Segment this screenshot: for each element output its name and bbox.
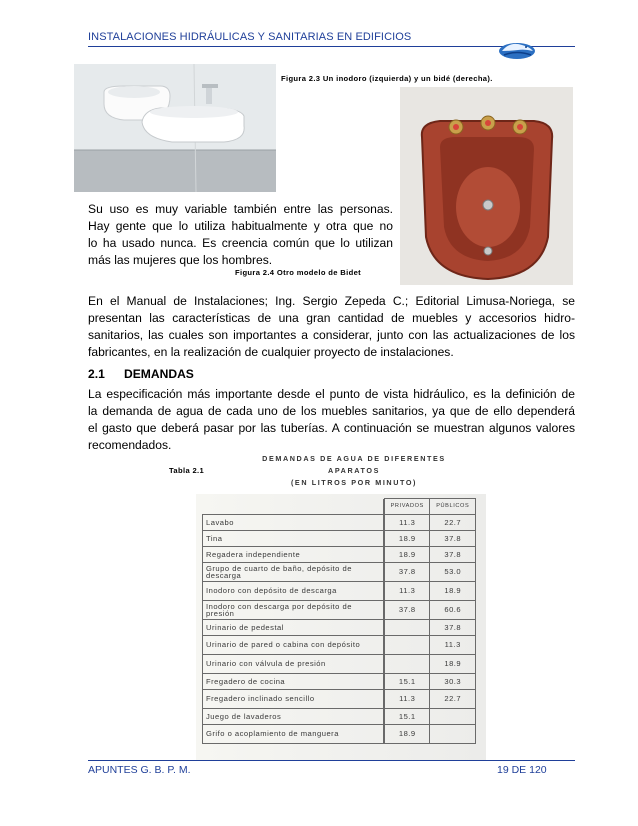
table-row: [203, 674, 476, 690]
publicos-value-cell: 22.7: [430, 690, 476, 709]
text-line: la demanda de agua de cada uno de los muebles sanitarios, ya que de ello dependerá: [88, 404, 575, 418]
privados-value-cell: [384, 636, 430, 655]
privados-value-cell: 18.9: [384, 531, 430, 547]
privados-value-cell: 11.3: [384, 582, 430, 601]
red-bidet-photo: [400, 87, 573, 285]
table-header-empty: [203, 499, 384, 515]
publicos-value-cell: [430, 725, 476, 744]
privados-value-cell: 37.8: [384, 601, 430, 620]
privados-value-cell: 37.8: [384, 563, 430, 582]
fixture-name-cell: Urinario con válvula de presión: [203, 655, 384, 674]
text-line: sanitarios, las cuales son importantes a considerar, junto con las actualizaciones de los: [88, 328, 575, 342]
manual-reference-paragraph: [88, 293, 575, 361]
footer-author: APUNTES G. B. P. M.: [88, 764, 191, 776]
header-privados: PRIVADOS: [384, 499, 430, 515]
water-demand-table: [202, 498, 476, 744]
publicos-value-cell: 37.8: [430, 531, 476, 547]
table-header-row: [203, 499, 476, 515]
text-line: En el Manual de Instalaciones; Ing. Sergio Zepeda C.; Editorial Limusa-Noriega, se: [88, 294, 575, 308]
fixture-name-cell: Tina: [203, 531, 384, 547]
text-line: Su uso es muy variable también entre las personas.: [88, 202, 393, 216]
text-line: lo ha usado nunca. Es creencia común que lo utilizan: [88, 236, 393, 250]
fixture-name-cell: Inodoro con descarga por depósito de presión: [203, 601, 384, 620]
text-line: recomendados.: [88, 438, 172, 452]
figure-2-3-caption: Figura 2.3 Un inodoro (izquierda) y un bidé (derecha).: [281, 74, 493, 83]
publicos-value-cell: 37.8: [430, 547, 476, 563]
header-publicos: PÚBLICOS: [430, 499, 476, 515]
table-row: [203, 547, 476, 563]
privados-value-cell: [384, 620, 430, 636]
section-number: 2.1: [88, 367, 105, 381]
text-line: La especificación más importante desde el punto de vista hidráulico, es la definición de: [88, 387, 575, 401]
page-header-title: INSTALACIONES HIDRÁULICAS Y SANITARIAS EN EDIFICIOS: [88, 31, 412, 43]
fixture-name-cell: Grifo o acoplamiento de manguera: [203, 725, 384, 744]
toilet-bidet-photo: [74, 64, 276, 192]
table-row: [203, 582, 476, 601]
fixture-name-cell: Grupo de cuarto de baño, depósito de descarga: [203, 563, 384, 582]
privados-value-cell: 15.1: [384, 709, 430, 725]
table-row: [203, 601, 476, 620]
table-title-line: (EN LITROS POR MINUTO): [290, 478, 418, 487]
publicos-value-cell: 30.3: [430, 674, 476, 690]
text-line: presentan las características de una gran cantidad de muebles y accesorios hidro-: [88, 311, 575, 325]
privados-value-cell: 11.3: [384, 690, 430, 709]
publicos-value-cell: [430, 709, 476, 725]
fixture-name-cell: Urinario de pedestal: [203, 620, 384, 636]
fixture-name-cell: Fregadero inclinado sencillo: [203, 690, 384, 709]
fixture-name-cell: Regadera independiente: [203, 547, 384, 563]
table-row: [203, 709, 476, 725]
table-title: [238, 453, 470, 489]
privados-value-cell: [384, 655, 430, 674]
figure-2-4-caption: Figura 2.4 Otro modelo de Bidet: [235, 268, 362, 277]
footer-rule: [88, 760, 575, 761]
text-line: Hay gente que lo utiliza habitualmente y otra que no: [88, 219, 393, 233]
publicos-value-cell: 11.3: [430, 636, 476, 655]
privados-value-cell: 11.3: [384, 515, 430, 531]
table-title-line: DEMANDAS DE AGUA DE DIFERENTES APARATOS: [262, 454, 446, 475]
table-2-1-label: Tabla 2.1: [169, 466, 205, 475]
privados-value-cell: 15.1: [384, 674, 430, 690]
bidet-usage-paragraph: [88, 201, 393, 269]
table-row: [203, 725, 476, 744]
table-row: [203, 515, 476, 531]
publicos-value-cell: 18.9: [430, 655, 476, 674]
fixture-name-cell: Inodoro con depósito de descarga: [203, 582, 384, 601]
publicos-value-cell: 18.9: [430, 582, 476, 601]
publicos-value-cell: 60.6: [430, 601, 476, 620]
text-line: el gasto que deberá pasar por las tuberías. A continuación se muestran algunos valores: [88, 421, 575, 435]
section-title: DEMANDAS: [124, 367, 194, 381]
table-row: [203, 620, 476, 636]
fixture-name-cell: Juego de lavaderos: [203, 709, 384, 725]
page-number: 19 DE 120: [497, 764, 547, 776]
publicos-value-cell: 22.7: [430, 515, 476, 531]
text-line: fabricantes, en la realización de cualquier proyecto de instalaciones.: [88, 345, 454, 359]
fixture-name-cell: Fregadero de cocina: [203, 674, 384, 690]
section-heading: [88, 367, 194, 381]
privados-value-cell: 18.9: [384, 725, 430, 744]
table-row: [203, 531, 476, 547]
fixture-name-cell: Lavabo: [203, 515, 384, 531]
demand-paragraph: [88, 386, 575, 454]
table-row: [203, 563, 476, 582]
dolphin-logo-icon: [498, 38, 536, 60]
text-line: más las mujeres que los hombres.: [88, 253, 273, 267]
table-row: [203, 655, 476, 674]
publicos-value-cell: 37.8: [430, 620, 476, 636]
table-row: [203, 636, 476, 655]
publicos-value-cell: 53.0: [430, 563, 476, 582]
table-row: [203, 690, 476, 709]
fixture-name-cell: Urinario de pared o cabina con depósito: [203, 636, 384, 655]
privados-value-cell: 18.9: [384, 547, 430, 563]
